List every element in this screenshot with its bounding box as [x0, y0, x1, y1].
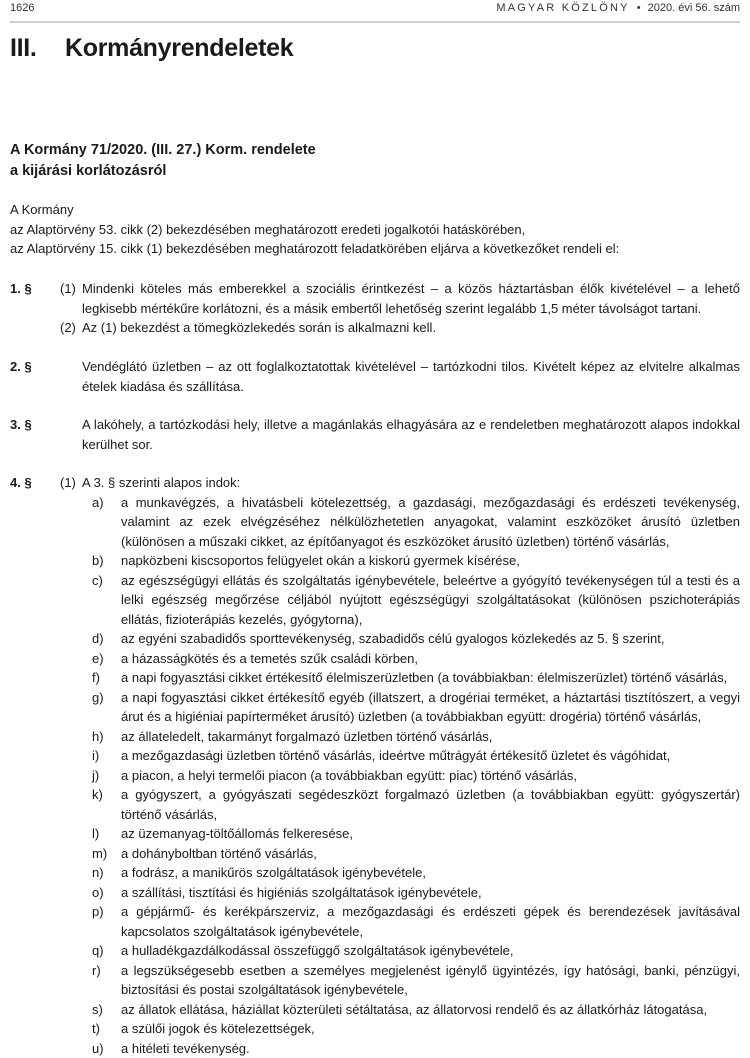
header-rule: [10, 21, 740, 23]
item-text: a házasságkötés és a temetés szűk családi körben,: [121, 649, 740, 669]
item-text: a szállítási, tisztítási és higiéniás szolgáltatások igénybevétele,: [121, 883, 740, 903]
preamble: [10, 200, 619, 259]
list-item: [82, 668, 740, 688]
paragraph-number: (1): [60, 473, 76, 493]
item-text: az állateledelt, takarmányt forgalmazó üzletben történő vásárlás,: [121, 727, 740, 747]
list-item: [82, 746, 740, 766]
list-item: [82, 1039, 740, 1058]
list-item: [82, 941, 740, 961]
item-label: h): [92, 727, 104, 747]
item-label: a): [92, 493, 104, 513]
decree-title: [10, 140, 316, 182]
paragraph-number: (1): [60, 279, 76, 299]
list-item: [82, 571, 740, 630]
item-text: a legszükségesebb esetben a személyes megjelenést igénylő ügyintézés, így hatósági, banki, pénzügyi, biztosítási és postai szolgáltatások igénybevétele,: [121, 961, 740, 1000]
item-label: p): [92, 902, 104, 922]
paragraph-text: Az (1) bekezdést a tömegközlekedés során is alkalmazni kell.: [82, 318, 740, 338]
section-label: 2. §: [10, 357, 32, 377]
journal-name: MAGYAR KÖZLÖNY: [496, 2, 629, 14]
item-text: a munkavégzés, a hivatásbeli kötelezettség, a gazdasági, mezőgazdasági és erdészeti tevékenység, valamint az ezek elvégzéséhez nélkülözhetetlen anyagokat, valamint eszközöket árusító üzletben (különösen a műszaki cikket, az építőanyagot és eszközöket árusító üzletben) történő vásárlás,: [121, 493, 740, 552]
item-text: a szülői jogok és kötelezettségek,: [121, 1019, 740, 1039]
list-item: [82, 785, 740, 824]
list-item: [82, 1019, 740, 1039]
list-item: [82, 1000, 740, 1020]
journal-info: [496, 2, 740, 14]
item-text: a mezőgazdasági üzletben történő vásárlás, ideértve műtrágyát értékesítő üzletet és vágóhidat,: [121, 746, 740, 766]
list-item: [82, 766, 740, 786]
chapter-heading: [10, 34, 293, 63]
list-item: [82, 883, 740, 903]
section-text: A lakóhely, a tartózkodási hely, illetve a magánlakás elhagyására az e rendeletben meghatározott alapos indokkal kerülhet sor.: [82, 415, 740, 454]
chapter-title: Kormányrendeletek: [65, 34, 293, 62]
paragraph-text: A 3. § szerinti alapos indok:: [82, 473, 740, 493]
item-text: a gyógyszert, a gyógyászati segédeszközt forgalmazó üzletben (a továbbiakban együtt: gyógyszertár) történő vásárlás,: [121, 785, 740, 824]
list-item: [82, 961, 740, 1000]
item-label: j): [92, 766, 99, 786]
list-item: [82, 629, 740, 649]
list-item: [82, 649, 740, 669]
decree-title-line1: A Kormány 71/2020. (III. 27.) Korm. rendelete: [10, 140, 316, 161]
reasons-list: [82, 493, 740, 1058]
item-text: az állatok ellátása, háziállat közterületi sétáltatása, az állatorvosi rendelő és az állatkórház látogatása,: [121, 1000, 740, 1020]
preamble-line: az Alaptörvény 15. cikk (1) bekezdésében meghatározott feladatkörében eljárva a következőket rendeli el:: [10, 239, 619, 259]
item-label: d): [92, 629, 104, 649]
page-number: 1626: [10, 2, 34, 14]
item-label: b): [92, 551, 104, 571]
list-item: [82, 844, 740, 864]
list-item: [82, 493, 740, 552]
paragraph-number: (2): [60, 318, 76, 338]
separator-dot: •: [637, 2, 641, 14]
decree-title-line2: a kijárási korlátozásról: [10, 161, 316, 182]
list-item: [82, 902, 740, 941]
issue-number: 2020. évi 56. szám: [648, 2, 740, 14]
item-text: az egyéni szabadidős sporttevékenység, szabadidős célú gyalogos közlekedés az 5. § szerint,: [121, 629, 740, 649]
item-text: a napi fogyasztási cikket értékesítő élelmiszerüzletben (a továbbiakban: élelmiszerüzlet) történő vásárlás,: [121, 668, 740, 688]
paragraph-1: [60, 279, 740, 318]
item-text: a napi fogyasztási cikket értékesítő egyéb (illatszert, a drogériai terméket, a háztartási tisztítószert, a vegyi árut és a higiéniai papírterméket árusító) üzletben (a továbbiakban együtt: drogéria) történő vásárlás,: [121, 688, 740, 727]
section-label: 4. §: [10, 473, 32, 493]
item-label: f): [92, 668, 100, 688]
preamble-line: A Kormány: [10, 200, 619, 220]
paragraph-text: Mindenki köteles más emberekkel a szociális érintkezést – a közös háztartásban élők kivételével – a lehető legkisebb mértékűre korlátozni, és a másik embertől lehetőség szerint legalább 1,5 méter távolságot tartani.: [82, 279, 740, 318]
item-text: az üzemanyag-töltőállomás felkeresése,: [121, 824, 740, 844]
item-text: a fodrász, a manikűrös szolgáltatások igénybevétele,: [121, 863, 740, 883]
list-item: [82, 727, 740, 747]
preamble-line: az Alaptörvény 53. cikk (2) bekezdésében meghatározott eredeti jogalkotói hatáskörében,: [10, 220, 619, 240]
list-item: [82, 688, 740, 727]
chapter-number: III.: [10, 34, 65, 63]
item-label: e): [92, 649, 104, 669]
paragraph-2: [60, 318, 740, 338]
item-label: s): [92, 1000, 103, 1020]
item-text: napközbeni kiscsoportos felügyelet okán a kiskorú gyermek kísérése,: [121, 551, 740, 571]
item-label: k): [92, 785, 103, 805]
item-label: q): [92, 941, 104, 961]
item-label: u): [92, 1039, 104, 1058]
section-label: 1. §: [10, 279, 32, 299]
section-label: 3. §: [10, 415, 32, 435]
item-text: a gépjármű- és kerékpárszerviz, a mezőgazdasági és erdészeti gépek és berendezések javításával kapcsolatos szolgáltatások igénybevétele,: [121, 902, 740, 941]
list-item: [82, 551, 740, 571]
item-label: m): [92, 844, 107, 864]
list-item: [82, 824, 740, 844]
item-label: r): [92, 961, 101, 981]
section-text: Vendéglátó üzletben – az ott foglalkoztatottak kivételével – tartózkodni tilos. Kivételt képez az elvitelre alkalmas ételek kiadása és szállítása.: [82, 357, 740, 396]
item-label: o): [92, 883, 104, 903]
item-text: az egészségügyi ellátás és szolgáltatás igénybevétele, beleértve a gyógyító tevékenységen túl a testi és a lelki egészség megőrzése céljából nyújtott egészségügyi szolgáltatásokat (különösen pszichoterápiás ellátás, fizioterápiás kezelés, gyógytorna),: [121, 571, 740, 630]
item-label: c): [92, 571, 103, 591]
item-text: a hulladékgazdálkodással összefüggő szolgáltatások igénybevétele,: [121, 941, 740, 961]
item-text: a hitéleti tevékenység.: [121, 1039, 740, 1058]
item-label: t): [92, 1019, 100, 1039]
item-label: g): [92, 688, 104, 708]
running-header: [10, 2, 740, 18]
item-text: a piacon, a helyi termelői piacon (a továbbiakban együtt: piac) történő vásárlás,: [121, 766, 740, 786]
item-label: i): [92, 746, 99, 766]
item-label: l): [92, 824, 99, 844]
list-item: [82, 863, 740, 883]
item-text: a dohányboltban történő vásárlás,: [121, 844, 740, 864]
item-label: n): [92, 863, 104, 883]
paragraph-1: [60, 473, 740, 493]
